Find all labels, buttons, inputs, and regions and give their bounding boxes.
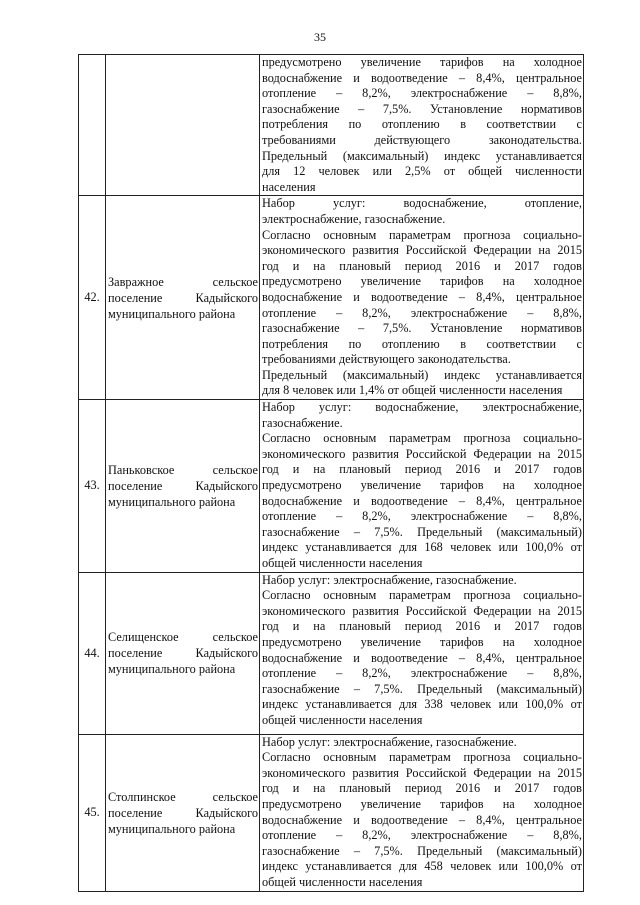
- row-number: 45.: [79, 734, 106, 891]
- text-line: Согласно основным параметрам прогноза социально-: [262, 750, 582, 765]
- row-description: [260, 196, 584, 400]
- text-line: предусмотрено увеличение тарифов на холодное: [262, 55, 582, 69]
- text-line: газоснабжение.: [262, 415, 343, 430]
- settlement-name-line: муниципального района: [108, 821, 236, 836]
- row-description: [260, 734, 584, 891]
- text-line: общей численности населения: [262, 874, 423, 889]
- text-line: предусмотрено увеличение тарифов на холодное: [262, 274, 582, 289]
- text-line: предусмотрено увеличение тарифов на холодное: [262, 478, 582, 493]
- text-line: Предельный (максимальный) индекс устанавливается: [262, 367, 582, 382]
- text-line: Набор услуг: электроснабжение, газоснабжение.: [262, 734, 517, 749]
- text-line: общей численности населения: [262, 556, 423, 570]
- text-line: Согласно основным параметрам прогноза социально-: [262, 588, 582, 603]
- text-line: газоснабжение – 7,5%. Предельный (максимальный): [262, 524, 582, 539]
- row-number: 43.: [79, 400, 106, 573]
- text-line: населения: [262, 179, 316, 194]
- text-line: год и на плановый период 2016 и 2017 годов: [262, 462, 582, 477]
- settlement-name-line: муниципального района: [108, 662, 236, 677]
- settlements-table: [78, 54, 584, 892]
- text-line: индекс устанавливается для 168 человек или 100,0% от: [262, 540, 582, 555]
- text-line: Набор услуг: электроснабжение, газоснабжение.: [262, 572, 517, 587]
- text-line: для 8 человек или 1,4% от общей численности населения: [262, 383, 563, 398]
- text-line: отопление – 8,2%, электроснабжение – 8,8%,: [262, 828, 582, 843]
- settlement-name: [106, 400, 260, 573]
- text-line: экономического развития Российской Федерации на 2015: [262, 243, 582, 258]
- text-line: Согласно основным параметрам прогноза социально-: [262, 431, 582, 446]
- row-number: [79, 55, 106, 196]
- text-line: газоснабжение – 7,5%. Установление нормативов: [262, 321, 582, 336]
- settlement-name: [106, 55, 260, 196]
- text-line: индекс устанавливается для 338 человек или 100,0% от: [262, 697, 582, 712]
- row-description: [260, 572, 584, 734]
- table-row-continuation: [79, 55, 584, 196]
- settlement-name-line: поселение Кадыйского: [108, 805, 258, 820]
- text-line: отопление – 8,2%, электроснабжение – 8,8%,: [262, 509, 582, 524]
- text-line: отопление – 8,2%, электроснабжение – 8,8%,: [262, 305, 582, 320]
- settlement-name-line: Селищенское сельское: [108, 630, 258, 645]
- text-line: водоснабжение и водоотведение – 8,4%, центральное: [262, 812, 582, 827]
- text-line: экономического развития Российской Федерации на 2015: [262, 603, 582, 618]
- text-line: водоснабжение и водоотведение – 8,4%, центральное: [262, 493, 582, 508]
- text-line: отопление – 8,2%, электроснабжение – 8,8%,: [262, 86, 582, 101]
- settlement-name-line: Паньковское сельское: [108, 462, 258, 477]
- text-line: газоснабжение – 7,5%. Предельный (максимальный): [262, 681, 582, 696]
- settlement-name: [106, 196, 260, 400]
- text-line: водоснабжение и водоотведение – 8,4%, центральное: [262, 289, 582, 304]
- text-line: экономического развития Российской Федерации на 2015: [262, 765, 582, 780]
- settlement-name-line: Столпинское сельское: [108, 789, 258, 804]
- settlement-name: [106, 572, 260, 734]
- settlement-name-line: Завражное сельское: [108, 274, 258, 289]
- text-line: общей численности населения: [262, 712, 423, 727]
- row-number: 44.: [79, 572, 106, 734]
- text-line: Набор услуг: водоснабжение, электроснабжение,: [262, 400, 582, 415]
- text-line: экономического развития Российской Федерации на 2015: [262, 446, 582, 461]
- row-number: 42.: [79, 196, 106, 400]
- text-line: потребления по отоплению в соответствии с: [262, 117, 582, 132]
- settlement-name: [106, 734, 260, 891]
- text-line: для 12 человек или 2,5% от общей численности: [262, 164, 582, 179]
- row-description: [260, 55, 584, 196]
- text-line: Согласно основным параметрам прогноза социально-: [262, 227, 582, 242]
- text-line: предусмотрено увеличение тарифов на холодное: [262, 634, 582, 649]
- row-description: [260, 400, 584, 573]
- text-line: индекс устанавливается для 458 человек или 100,0% от: [262, 859, 582, 874]
- text-line: Предельный (максимальный) индекс устанавливается: [262, 148, 582, 163]
- page-number: 35: [314, 30, 326, 44]
- settlement-name-line: муниципального района: [108, 306, 236, 321]
- settlement-name-line: поселение Кадыйского: [108, 646, 258, 661]
- text-line: водоснабжение и водоотведение – 8,4%, центральное: [262, 650, 582, 665]
- text-line: газоснабжение – 7,5%. Установление нормативов: [262, 101, 582, 116]
- text-line: предусмотрено увеличение тарифов на холодное: [262, 796, 582, 811]
- text-line: год и на плановый период 2016 и 2017 годов: [262, 619, 582, 634]
- text-line: потребления по отоплению в соответствии с: [262, 336, 582, 351]
- text-line: требованиями действующего законодательства.: [262, 132, 582, 147]
- text-line: водоснабжение и водоотведение – 8,4%, центральное: [262, 70, 582, 85]
- text-line: требованиями действующего законодательства.: [262, 352, 511, 367]
- text-line: отопление – 8,2%, электроснабжение – 8,8%,: [262, 666, 582, 681]
- table-row: [79, 196, 584, 400]
- settlement-name-line: муниципального района: [108, 494, 236, 509]
- text-line: Набор услуг: водоснабжение, отопление,: [262, 196, 582, 211]
- text-line: год и на плановый период 2016 и 2017 годов: [262, 781, 582, 796]
- text-line: электроснабжение, газоснабжение.: [262, 211, 446, 226]
- table-row: [79, 572, 584, 734]
- table-row: [79, 734, 584, 891]
- text-line: год и на плановый период 2016 и 2017 годов: [262, 258, 582, 273]
- table-row: [79, 400, 584, 573]
- settlement-name-line: поселение Кадыйского: [108, 478, 258, 493]
- settlement-name-line: поселение Кадыйского: [108, 290, 258, 305]
- text-line: газоснабжение – 7,5%. Предельный (максимальный): [262, 843, 582, 858]
